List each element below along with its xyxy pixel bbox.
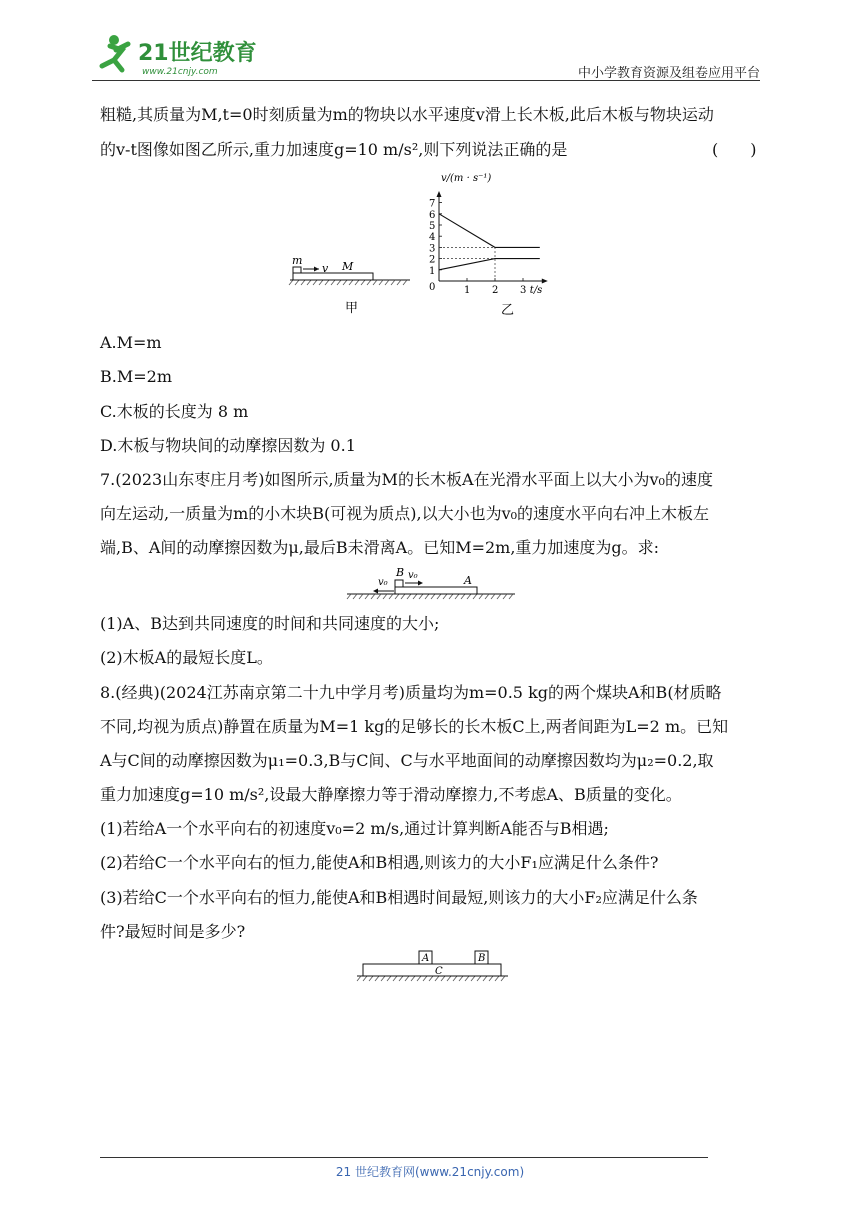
label-A: A [422, 953, 430, 964]
runner-icon [102, 35, 128, 70]
label-v0-right: v₀ [408, 570, 418, 581]
y-tick-label: 7 [429, 198, 436, 210]
series-line-1 [439, 214, 540, 248]
q8-line1: 8.(经典)(2024江苏南京第二十九中学月考)质量均为m=0.5 kg的两个煤块A和B(材质略 [100, 683, 722, 702]
label-A: A [464, 574, 472, 587]
label-B: B [396, 566, 405, 579]
x-axis-label: t/s [529, 285, 543, 296]
logo-url: www.21cnjy.com [142, 67, 218, 77]
q6-option-d: D.木板与物块间的动摩擦因数为 0.1 [100, 436, 356, 455]
block-m [293, 267, 301, 273]
q7-sub2: (2)木板A的最短长度L。 [100, 648, 273, 667]
footer-divider [100, 1157, 708, 1158]
q6-answer-paren: ( ) [712, 140, 757, 159]
q8-line4: 重力加速度g=10 m/s²,设最大静摩擦力等于滑动摩擦力,不考虑A、B质量的变化。 [100, 785, 682, 804]
x-tick-label: 1 [464, 285, 471, 296]
board-C [363, 964, 501, 976]
q8-sub3b: 件?最短时间是多少? [100, 922, 246, 941]
page-header [92, 30, 760, 82]
q6-line1: 粗糙,其质量为M,t=0时刻质量为m的物块以水平速度v滑上长木板,此后木板与物块运动 [100, 105, 714, 124]
caption-yi: 乙 [501, 303, 515, 318]
y-tick-label: 4 [429, 232, 436, 244]
arrow-left-icon [373, 589, 378, 594]
arrow-right-icon [314, 267, 319, 272]
platform-name: 中小学教育资源及组卷应用平台 [577, 66, 760, 81]
label-M: M [342, 260, 354, 273]
arrow-right-icon [418, 581, 423, 586]
q7-line3: 端,B、A间的动摩擦因数为μ,最后B未滑离A。已知M=2m,重力加速度为g。求: [100, 538, 660, 557]
y-axis-arrow-icon [437, 191, 442, 197]
q8-line2: 不同,均视为质点)静置在质量为M=1 kg的足够长的长木板C上,两者间距为L=2 m。已知 [100, 717, 729, 736]
caption-jia: 甲 [345, 301, 359, 316]
q6-option-c: C.木板的长度为 8 m [100, 402, 249, 421]
footer-text: 21 世纪教育网(www.21cnjy.com) [335, 1165, 525, 1179]
y-tick-label: 3 [429, 243, 436, 255]
logo-text: 21世纪教育 [138, 41, 257, 66]
q8-sub1: (1)若给A一个水平向右的初速度v₀=2 m/s,通过计算判断A能否与B相遇; [100, 819, 609, 838]
label-v: v [322, 262, 329, 275]
q7-line2: 向左运动,一质量为m的小木块B(可视为质点),以大小也为v₀的速度水平向右冲上木板左 [100, 504, 710, 523]
y-tick-label: 5 [429, 221, 436, 232]
x-axis-arrow-icon [542, 279, 548, 284]
q6-option-b: B.M=2m [100, 367, 172, 386]
board-A [395, 587, 477, 594]
x-tick-label: 0 [429, 282, 436, 293]
y-tick-label: 2 [429, 254, 436, 266]
q7-line1: 7.(2023山东枣庄月考)如图所示,质量为M的长木板A在光滑水平面上以大小为v₀的速度 [100, 470, 713, 489]
q8-line3: A与C间的动摩擦因数为μ₁=0.3,B与C间、C与水平地面间的动摩擦因数均为μ₂=0.2,取 [100, 751, 714, 770]
x-tick-label: 3 [520, 285, 527, 296]
y-tick-label: 1 [429, 265, 436, 277]
figure-jia [285, 250, 415, 320]
series-line-2 [439, 259, 540, 270]
label-m: m [292, 254, 303, 267]
x-tick-label: 2 [492, 285, 499, 296]
figure-q7 [345, 563, 517, 605]
label-v0-left: v₀ [378, 577, 388, 588]
board-M [293, 273, 373, 280]
header-divider [92, 80, 760, 81]
site-logo [92, 30, 272, 80]
q6-line2: 的v-t图像如图乙所示,重力加速度g=10 m/s²,则下列说法正确的是 [100, 140, 568, 159]
q7-sub1: (1)A、B达到共同速度的时间和共同速度的大小; [100, 614, 440, 633]
figure-q8 [355, 946, 510, 986]
q8-sub3a: (3)若给C一个水平向右的恒力,能使A和B相遇时间最短,则该力的大小F₂应满足什么条 [100, 888, 698, 907]
label-B: B [478, 953, 486, 964]
y-tick-label: 6 [429, 209, 436, 221]
figure-yi-vt-chart [425, 168, 585, 320]
block-B [395, 580, 403, 587]
y-axis-label: v/(m · s⁻¹) [441, 173, 492, 184]
q8-sub2: (2)若给C一个水平向右的恒力,能使A和B相遇,则该力的大小F₁应满足什么条件? [100, 853, 659, 872]
q6-option-a: A.M=m [100, 333, 162, 352]
label-C: C [435, 966, 443, 977]
